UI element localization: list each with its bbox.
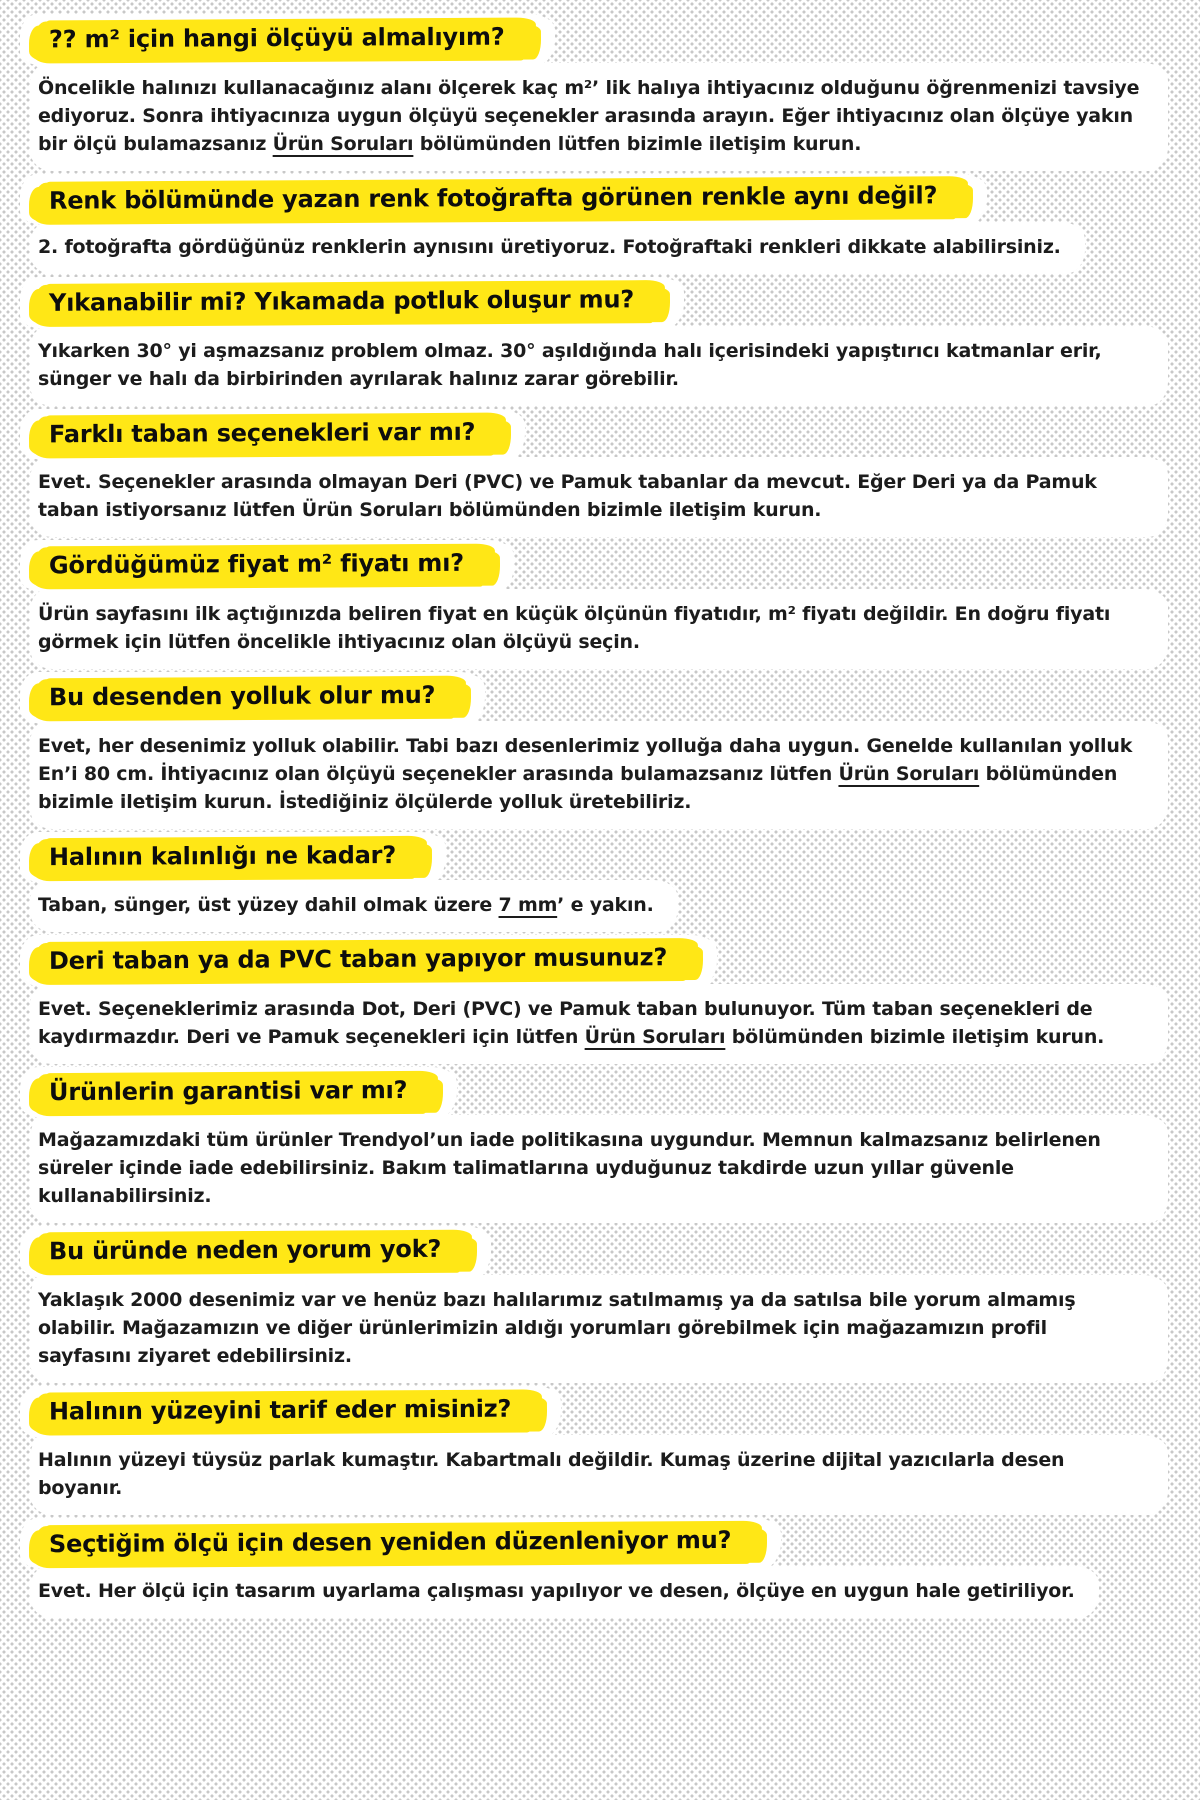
faq-item — [36, 174, 1170, 269]
faq-question: Gördüğümüz fiyat m² fiyatı mı? — [34, 545, 494, 587]
faq-answer: Mağazamızdaki tüm ürünler Trendyol’un iade politikasına uygundur. Memnun kalmazsanız belirlenen süreler içinde iade edebilirsiniz. Bakım talimatlarına uyduğunuz takdirde uzun yıllar güvenle kullanabilirsiniz. — [36, 1121, 1162, 1217]
faq-question-highlight — [20, 1518, 781, 1570]
faq-item — [36, 1226, 1170, 1377]
faq-answer: Ürün sayfasını ilk açtığınızda beliren fiyat en küçük ölçünün fiyatıdır, m² fiyatı değildir. En doğru fiyatı görmek için lütfen öncelikle ihtiyacınız olan ölçüyü seçin. — [36, 595, 1162, 663]
faq-question: ?? m² için hangi ölçüyü almalıyım? — [34, 18, 535, 61]
faq-item — [36, 540, 1170, 663]
faq-question: Renk bölümünde yazan renk fotoğrafta görünen renkle aynı değil? — [34, 177, 967, 222]
faq-answer: Öncelikle halınızı kullanacağınız alanı ölçerek kaç m²’ lik halıya ihtiyacınız olduğunu öğrenmenizi tavsiye ediyoruz. Sonra ihtiyacınıza uygun ölçüyü seçenekler arasında arayın. Eğer ihtiyacınız olan ölçüye yakın bir ölçü bulamazsanız Ürün Soruları bölümünden lütfen bizimle iletişim kurun. — [36, 69, 1162, 165]
faq-item — [36, 1386, 1170, 1509]
underlined-text: Ürün Soruları — [272, 132, 414, 155]
faq-question: Halının kalınlığı ne kadar? — [34, 836, 426, 878]
underlined-text: Ürün Soruları — [838, 762, 980, 785]
faq-question-highlight — [20, 672, 485, 724]
faq-item — [36, 409, 1170, 532]
faq-question-highlight — [20, 174, 987, 226]
faq-question-highlight — [20, 832, 446, 884]
faq-answer: Halının yüzeyi tüysüz parlak kumaştır. Kabartmalı değildir. Kumaş üzerine dijital yazıcılarla desen boyanır. — [36, 1441, 1162, 1509]
faq-item — [36, 1067, 1170, 1218]
faq-answer: Taban, sünger, üst yüzey dahil olmak üzere 7 mm’ e yakın. — [36, 886, 672, 926]
faq-item — [36, 672, 1170, 823]
faq-question-highlight — [20, 14, 555, 66]
faq-answer: Evet. Her ölçü için tasarım uyarlama çalışması yapılıyor ve desen, ölçüye en uygun hale getiriliyor. — [36, 1572, 1093, 1612]
faq-answer: Evet. Seçenekler arasında olmayan Deri (PVC) ve Pamuk tabanlar da mevcut. Eğer Deri ya da Pamuk taban istiyorsanız lütfen Ürün Soruları bölümünden bizimle iletişim kurun. — [36, 463, 1162, 531]
faq-answer: 2. fotoğrafta gördüğünüz renklerin aynısını üretiyoruz. Fotoğraftaki renkleri dikkate alabilirsiniz. — [36, 228, 1079, 268]
faq-item — [36, 277, 1170, 400]
faq-question-highlight — [20, 935, 717, 987]
faq-question-highlight — [20, 409, 525, 461]
faq-question: Ürünlerin garantisi var mı? — [34, 1072, 438, 1114]
faq-question: Farklı taban seçenekleri var mı? — [34, 413, 506, 455]
underlined-text: Ürün Soruları — [584, 1025, 726, 1048]
faq-item — [36, 1518, 1170, 1613]
faq-question-highlight — [20, 277, 684, 329]
faq-question-highlight — [20, 1386, 561, 1438]
faq-answer: Yaklaşık 2000 desenimiz var ve henüz bazı halılarımız satılmamış ya da satılsa bile yorum almamış olabilir. Mağazamızın ve diğer ürünlerimizin aldığı yorumları görebilmek için mağazamızın profil sayfasını ziyaret edebilirsiniz. — [36, 1281, 1162, 1377]
faq-question: Yıkanabilir mi? Yıkamada potluk oluşur mu? — [34, 281, 664, 324]
faq-question-highlight — [20, 1226, 491, 1278]
faq-answer: Evet, her desenimiz yolluk olabilir. Tabi bazı desenlerimiz yolluğa daha uygun. Genelde kullanılan yolluk En’i 80 cm. İhtiyacınız olan ölçüyü seçenekler arasında bulamazsanız lütfen Ürün Soruları bölümünden bizimle iletişim kurun. İstediğiniz ölçülerde yolluk üretebiliriz. — [36, 727, 1162, 823]
faq-list — [36, 14, 1170, 1612]
faq-answer: Evet. Seçeneklerimiz arasında Dot, Deri (PVC) ve Pamuk taban bulunuyor. Tüm taban seçenekleri de kaydırmazdır. Deri ve Pamuk seçenekleri için lütfen Ürün Soruları bölümünden bizimle iletişim kurun. — [36, 990, 1162, 1058]
faq-answer: Yıkarken 30° yi aşmazsanız problem olmaz. 30° aşıldığında halı içerisindeki yapıştırıcı katmanlar erir, sünger ve halı da birbirinden ayrılarak halınız zarar görebilir. — [36, 332, 1162, 400]
underlined-text: 7 mm — [498, 894, 558, 917]
faq-question: Deri taban ya da PVC taban yapıyor musunuz? — [34, 939, 697, 983]
faq-question-highlight — [20, 1067, 457, 1119]
faq-item — [36, 14, 1170, 165]
faq-question: Bu üründe neden yorum yok? — [34, 1231, 471, 1273]
faq-question: Halının yüzeyini tarif eder misiniz? — [34, 1390, 541, 1433]
faq-question: Seçtiğim ölçü için desen yeniden düzenleniyor mu? — [34, 1521, 762, 1565]
faq-item — [36, 832, 1170, 927]
faq-item — [36, 935, 1170, 1058]
faq-question-highlight — [20, 540, 514, 592]
faq-question: Bu desenden yolluk olur mu? — [34, 677, 466, 719]
